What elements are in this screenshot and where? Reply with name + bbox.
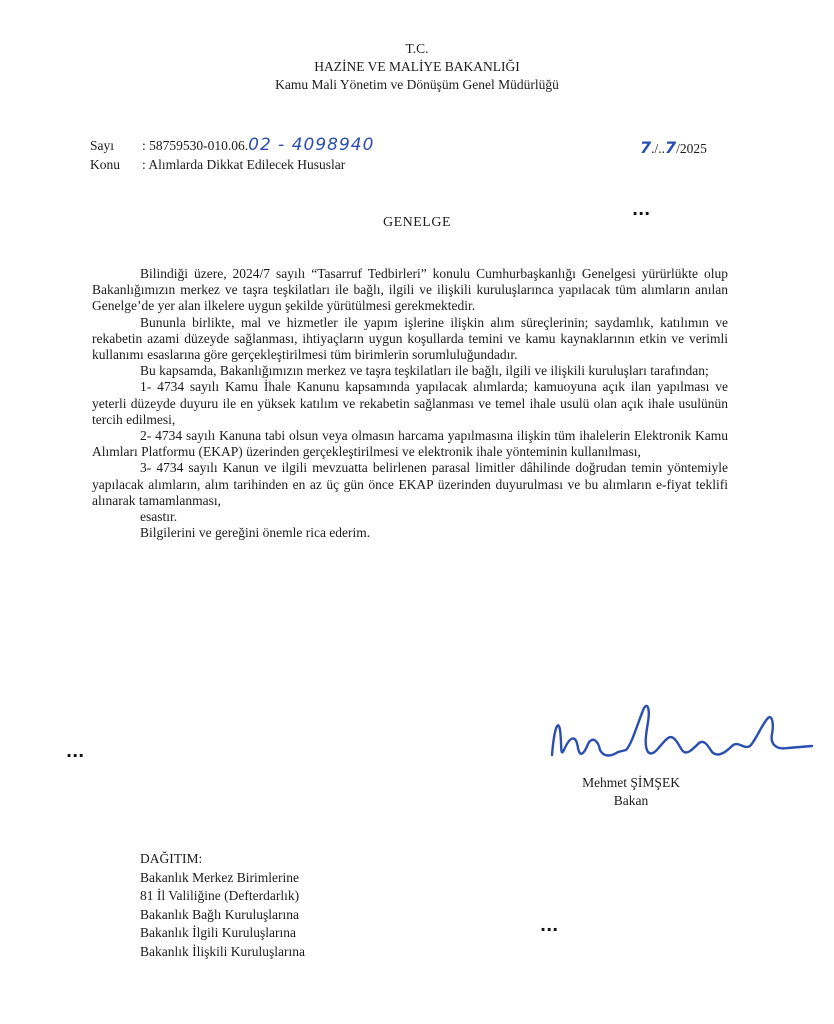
distribution-item: Bakanlık İlgili Kuruluşlarına <box>140 925 296 940</box>
letterhead-ministry: HAZİNE VE MALİYE BAKANLIĞI <box>314 59 520 74</box>
reference-block <box>90 136 374 174</box>
date-year: /2025 <box>676 141 707 156</box>
distribution-item: 81 İl Valiliğine (Defterdarlık) <box>140 888 300 903</box>
paragraph: Bu kapsamda, Bakanlığımızın merkez ve taşra teşkilatları ile bağlı, ilgili ve ilişkili kuruluşları tarafından; <box>140 363 709 379</box>
sayi-value: : 58759530-010.06. <box>142 138 249 153</box>
distribution-item: Bakanlık İlişkili Kuruluşlarına <box>140 943 305 959</box>
sayi-handwritten-number: 02 - 4098940 <box>248 135 375 155</box>
paragraph: Bilindiği üzere, 2024/7 sayılı “Tasarruf Tedbirleri” konulu Cumhurbaşkanlığı Genelgesi yürürlükte olup Bakanlığımızın merkez ve taşra teşkilatları ile bağlı, ilgili ve ilişkili kuruluşlarınca yapılacak tüm alımların anılan Genelge’de yer alan ilkelere uygun şekilde yürütülmesi gerekmektedir. <box>92 266 728 314</box>
distribution-item: Bakanlık Merkez Birimlerine <box>140 869 299 885</box>
distribution-list <box>140 850 305 961</box>
ellipsis-marker: ... <box>66 742 85 761</box>
paragraph: 1- 4734 sayılı Kamu İhale Kanunu kapsamında yapılacak alımlarda; kamuoyuna açık ilan yapılması ve yeterli düzeyde duyuru ile en yüksek katılım ve rekabetin sağlanması ve temel ihale usulü olan açık ihale usulünün tercih edilmesi, <box>92 379 728 427</box>
document-title: GENELGE <box>382 215 452 230</box>
signature-image <box>540 700 820 780</box>
ellipsis-marker: ... <box>632 200 651 219</box>
letterhead <box>0 40 834 94</box>
date-day-handwritten: 7 <box>640 138 652 157</box>
sayi-label: Sayı <box>90 138 115 153</box>
ellipsis-marker: ... <box>540 916 559 935</box>
signatory-title: Bakan <box>613 793 649 808</box>
date-month-handwritten: 7 <box>665 138 677 157</box>
date-separator: ./.. <box>651 141 666 156</box>
distribution-item: Bakanlık Bağlı Kuruluşlarına <box>140 906 299 922</box>
document-date <box>640 138 707 157</box>
letterhead-country: T.C. <box>405 41 429 56</box>
distribution-heading: DAĞITIM: <box>140 851 203 866</box>
signatory <box>566 774 696 810</box>
konu-label: Konu <box>90 157 120 172</box>
paragraph: 2- 4734 sayılı Kanuna tabi olsun veya olmasın harcama yapılmasına ilişkin tüm ihalelerin Elektronik Kamu Alımları Platformu (EKAP) üzerinden gerçekleştirilmesi ve elektronik ihale yönteminin kullanılması, <box>92 428 728 460</box>
paragraph: 3- 4734 sayılı Kanun ve ilgili mevzuatta belirlenen parasal limitler dâhilinde doğrudan temin yöntemiyle yapılacak alımların, alım tarihinden en az üç gün önce EKAP üzerinden duyurulması ve bu alımların e-fiyat teklifi alınarak tamamlanması, <box>92 460 728 508</box>
konu-row <box>90 155 374 174</box>
circular-body <box>92 266 728 541</box>
paragraph: Bilgilerini ve gereğini önemle rica ederim. <box>140 525 371 541</box>
sayi-row <box>90 136 374 155</box>
paragraph: esastır. <box>140 509 178 525</box>
signatory-name: Mehmet ŞİMŞEK <box>582 775 680 790</box>
letterhead-directorate: Kamu Mali Yönetim ve Dönüşüm Genel Müdürlüğü <box>275 77 559 92</box>
konu-value: : Alımlarda Dikkat Edilecek Hususlar <box>142 157 346 172</box>
paragraph: Bununla birlikte, mal ve hizmetler ile yapım işlerine ilişkin alım süreçlerinin; saydamlık, katılımın ve rekabetin azami düzeyde sağlanması, ihtiyaçların uygun koşullarda temini ve kamu kaynaklarının etkin ve verimli kullanımı esaslarına göre gerçekleştirilmesi tüm birimlerin sorumluluğundadır. <box>92 314 728 363</box>
